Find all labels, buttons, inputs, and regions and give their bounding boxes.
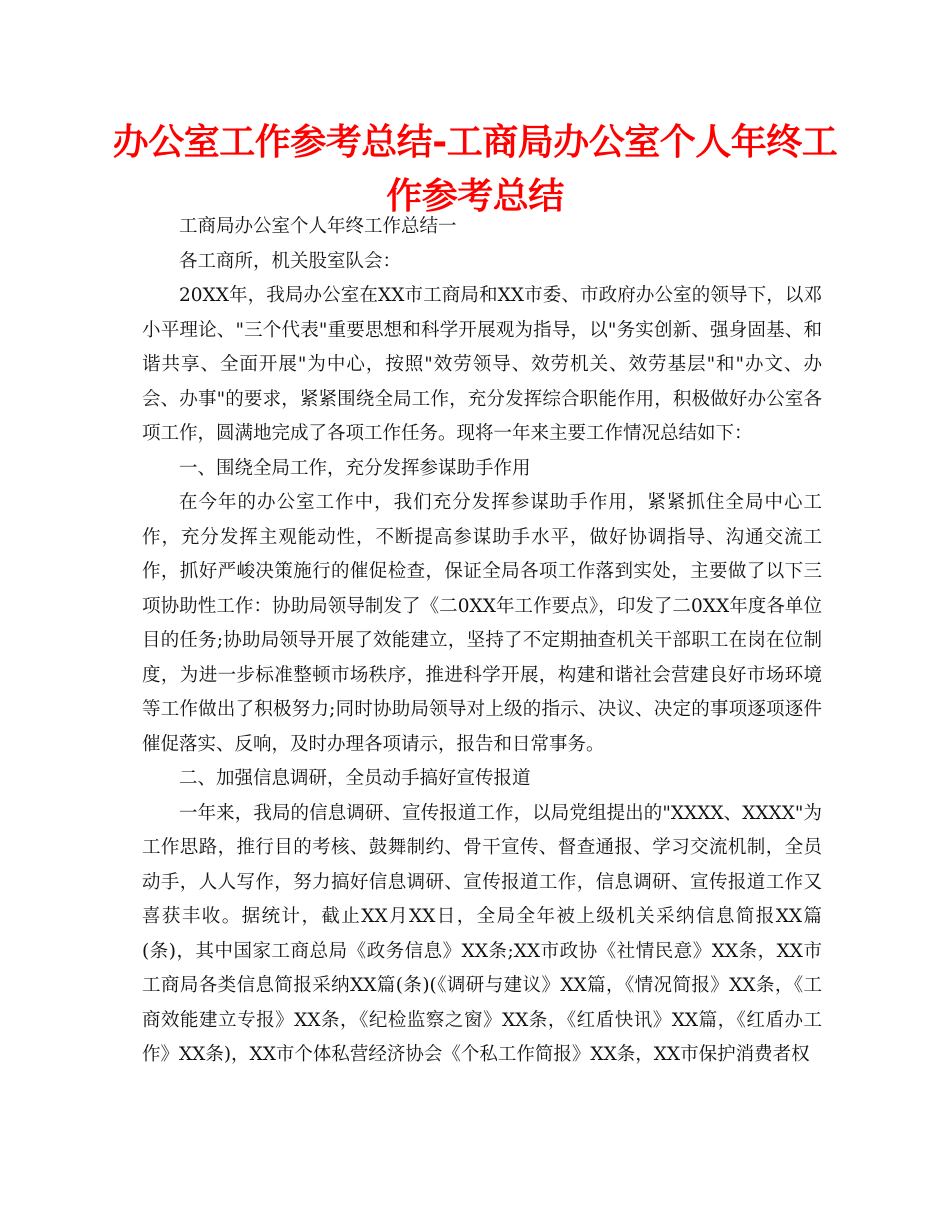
paragraph-heading-1: 一、围绕全局工作，充分发挥参谋助手作用 bbox=[179, 457, 531, 479]
paragraph-heading-2: 二、加强信息调研，全员动手搞好宣传报道 bbox=[179, 768, 531, 789]
paragraph-content-2: 一年来，我局的信息调研、宣传报道工作，以局党组提出的"XXXX、XXXX"为工作思路，推行目的考核、鼓舞制约、骨干宣传、督查通报、学习交流机制，全员动手，人人写作，努力搞好信息调研、宣传报道工作，信息调研、宣传报道工作又喜获丰收。据统计，截止XX月XX日，全局全年被上级机关采纳信息简报XX篇(条)，其中国家工商总局《政务信息》XX条;XX市政协《社情民意》XX条，XX市工商局各类信息简报采纳XX篇(条)(《调研与建议》XX篇，《情况简报》XX条，《工商效能建立专报》XX条，《纪检监察之窗》XX条，《红盾快讯》XX篇，《红盾办工作》XX条)，XX市个体私营经济协会《个私工作简报》XX条，XX市保护消费者权 bbox=[142, 802, 822, 1065]
paragraph-content-1: 在今年的办公室工作中，我们充分发挥参谋助手作用，紧紧抓住全局中心工作，充分发挥主观能动性，不断提高参谋助手水平，做好协调指导、沟通交流工作，抓好严峻决策施行的催促检查，保证全局各项工作落到实处，主要做了以下三项协助性工作：协助局领导制发了《二0XX年工作要点》，印发了二0XX年度各单位目的任务;协助局领导开展了效能建立，坚持了不定期抽查机关干部职工在岗在位制度，为进一步标准整顿市场秩序，推进科学开展，构建和谐社会营建良好市场环境等工作做出了积极努力;同时协助局领导对上级的指示、决议、决定的事项逐项逐件催促落实、反响，及时办理各项请示，报告和日常事务。 bbox=[142, 492, 822, 755]
paragraph-section-heading: 工商局办公室个人年终工作总结一 bbox=[179, 216, 457, 237]
document-body bbox=[142, 210, 822, 1073]
paragraph-salutation: 各工商所，机关股室队会： bbox=[179, 250, 402, 272]
document-title: 办公室工作参考总结-工商局办公室个人年终工作参考总结 bbox=[112, 122, 838, 217]
paragraph-intro: 20XX年，我局办公室在XX市工商局和XX市委、市政府办公室的领导下，以邓小平理论、"三个代表"重要思想和科学开展观为指导，以"务实创新、强身固基、和谐共享、全面开展"为中心，按照"效劳领导、效劳机关、效劳基层"和"办文、办会、办事"的要求，紧紧围绕全局工作，充分发挥综合职能作用，积极做好办公室各项工作，圆满地完成了各项工作任务。现将一年来主要工作情况总结如下： bbox=[142, 285, 822, 444]
